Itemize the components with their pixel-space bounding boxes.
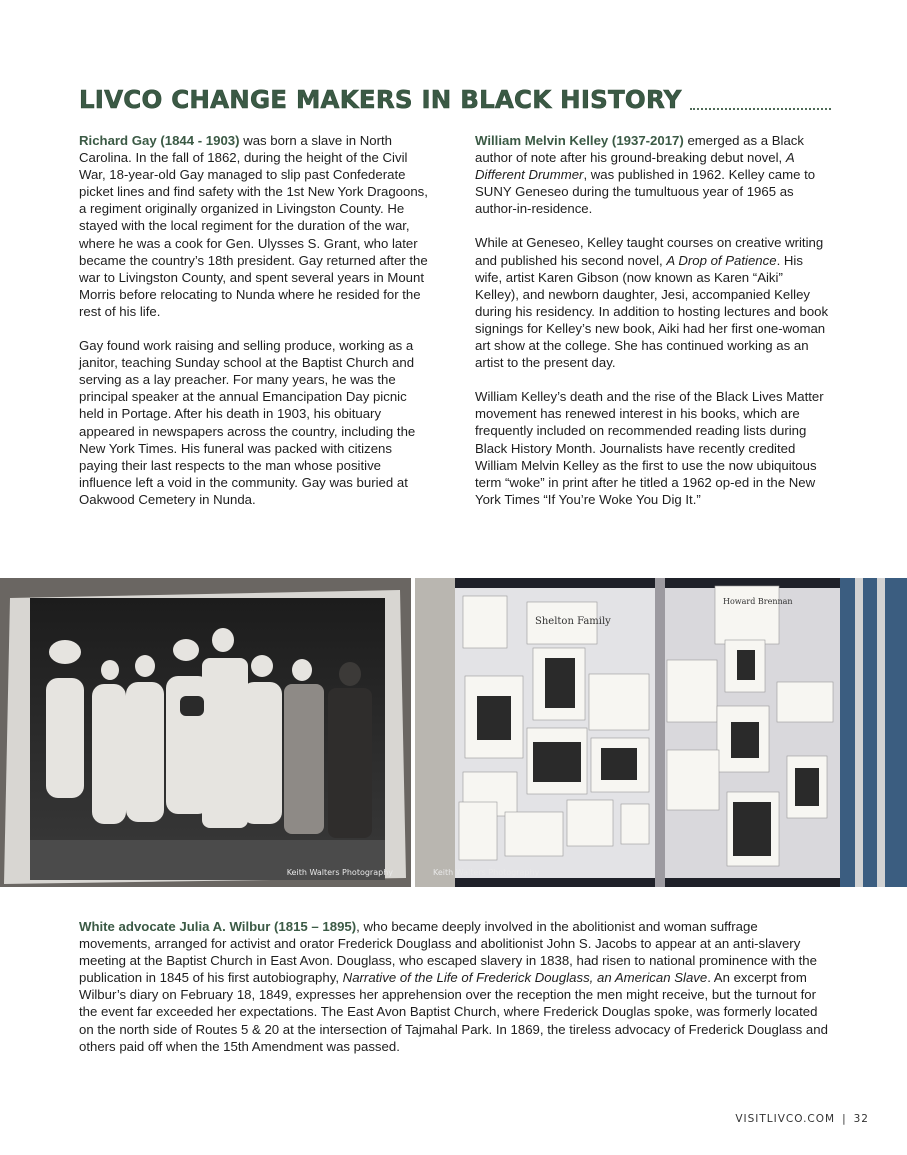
kelley-text-1a: emerged as a Black author of note after his ground-breaking debut novel, (475, 133, 804, 166)
exhibit-illustration (415, 578, 907, 887)
exhibit-label-howard: Howard Brennan (723, 597, 793, 606)
kelley-heading: William Melvin Kelley (1937-2017) (475, 133, 684, 148)
julia-wilbur-paragraph (79, 918, 831, 1055)
kelley-paragraph-2 (475, 234, 830, 371)
kelley-text-2a: While at Geneseo, Kelley taught courses on creative writing and published his second novel, (475, 235, 824, 268)
page-number: 32 (853, 1113, 869, 1125)
left-column (79, 132, 434, 525)
page-header (79, 84, 831, 114)
group-portrait-photo (0, 578, 411, 887)
exhibit-display-photo (415, 578, 907, 887)
photo-credit-right: Keith Walters Photography (433, 868, 540, 877)
right-column (475, 132, 830, 525)
photo-strip (0, 578, 907, 887)
kelley-book-1: A Different Drummer (475, 150, 795, 183)
richard-gay-heading: Richard Gay (1844 - 1903) (79, 133, 240, 148)
richard-gay-text-1: was born a slave in North Carolina. In the fall of 1862, during the height of the Civil War, 18-year-old Gay managed to slip past Confederate picket lines and find safety with the 1st New York Dragoons, a regiment originally organized in Livingston County. He stayed with the local regiment for the duration of the war, where he was a cook for Gen. Ulysses S. Grant, who later became the country’s 18th president. Gay returned after the war to Livingston County, and spent several years in Mount Morris before relocating to Nunda where he resided for the rest of his life. (79, 133, 428, 319)
kelley-text-1b: , was published in 1962. Kelley came to SUNY Geneseo during the tumultuous year of 1965 as author-in-residence. (475, 167, 816, 217)
title-dotted-rule (690, 108, 831, 110)
page-footer (735, 1113, 869, 1125)
kelley-text-2b: . His wife, artist Karen Gibson (now known as Karen “Aiki” Kelley), and newborn daughter, Jesi, accompanied Kelley during his residency. In addition to hosting lectures and book signings for Kelley’s new book, Aiki had her first one-woman art show at the college. She has continued working as an artist to the present day. (475, 252, 829, 371)
kelley-paragraph-1 (475, 132, 830, 217)
douglass-book-title: Narrative of the Life of Frederick Douglass, an American Slave (342, 970, 708, 986)
julia-wilbur-heading: White advocate Julia A. Wilbur (1815 – 1895) (79, 919, 357, 934)
kelley-book-2: A Drop of Patience (666, 252, 777, 268)
julia-wilbur-text-b: . An excerpt from Wilbur’s diary on February 18, 1849, expresses her apprehension over the reception the men might receive, but the turnout for the event far exceeded her expectations. The East Avon Baptist Church, where Frederick Douglas spoke, was formerly located on the north side of Routes 5 & 20 at the intersection of Tajmahal Park. In 1869, the tireless advocacy of Frederick Douglass and others paid off when the 15th Amendment was passed. (79, 970, 828, 1054)
exhibit-label-shelton: Shelton Family (535, 616, 611, 627)
footer-site-link[interactable]: VISITLIVCO.COM (735, 1113, 836, 1125)
footer-separator: | (842, 1113, 847, 1125)
photo-credit-left: Keith Walters Photography (286, 868, 393, 877)
page-title: LIVCO CHANGE MAKERS IN BLACK HISTORY (79, 85, 682, 114)
richard-gay-paragraph-2: Gay found work raising and selling produce, working as a janitor, teaching Sunday school at the Baptist Church and serving as a lay preacher. For many years, he was the principal speaker at the annual Emancipation Day picnic held in Portage. After his death in 1903, his obituary appeared in newspapers across the country, including the New York Times. His funeral was packed with citizens paying their last respects to the man whose positive influence left a void in the community. Gay was buried at Oakwood Cemetery in Nunda. (79, 338, 416, 507)
richard-gay-paragraph-1 (79, 132, 434, 320)
kelley-paragraph-3: William Kelley’s death and the rise of the Black Lives Matter movement has renewed interest in his books, which are frequently included on recommended reading lists during Black History Month. Journalists have recently credited William Melvin Kelley as the first to use the now ubiquitous term “woke” in print after he titled a 1962 op-ed in the New York Times “If You’re Woke You Dig It.” (475, 389, 824, 507)
group-portrait-illustration (0, 578, 411, 887)
julia-wilbur-text-a: , who became deeply involved in the abolitionist and woman suffrage movements, arranged for activist and orator Frederick Douglass and abolitionist John S. Jacobs to appear at an anti-slavery meeting at the Baptist Church in East Avon. Douglass, who escaped slavery in 1838, had risen to national prominence with the publication in 1845 of his first autobiography, (79, 919, 817, 986)
